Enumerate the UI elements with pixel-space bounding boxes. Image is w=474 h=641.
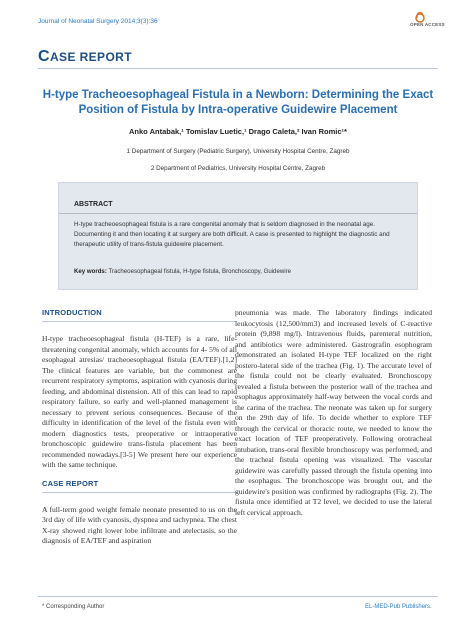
keywords-text: Tracheoesophageal fistula, H-type fistula, Bronchoscopy, Guidewire: [106, 268, 292, 275]
article-title: [40, 88, 436, 118]
introduction-heading: INTRODUCTION: [42, 308, 237, 322]
case-report-text: A full-term good weight female neonate presented to us on the 3rd day of life with cyanosis, dyspnea and tachypnea. The chest X-ray showed right lower lobe infiltrate and atelectasis, so the diagnosis of EA/TEF and aspiration: [42, 504, 237, 545]
abstract-heading: ABSTRACT: [74, 201, 113, 208]
abstract-divider: [59, 213, 417, 214]
article-title-line2: Position of Fistula by Intra-operative Guidewire Placement: [78, 104, 398, 116]
header-divider: [38, 68, 438, 69]
section-type-rest: ASE REPORT: [49, 50, 132, 64]
abstract-text: H-type tracheoesophageal fistula is a rare congenital anomaly that is seldom diagnosed in the neonatal age. Documenting it and then locating it at surgery are both difficult. A case is presented to highlight the diagnostic and therapeutic utility of trans-fistula guidewire placement.: [74, 221, 390, 248]
publisher-name: EL-MED-Pub Publishers.: [365, 604, 432, 610]
article-title-line1: H-type Tracheoesophageal Fistula in a Newborn: Determining the Exact: [42, 89, 434, 101]
introduction-text: H-type tracheoesophageal fistula (H-TEF) is a rare, life-threatening congenital anomaly, which accounts for 4- 5% of all esophageal atresias/ tracheoesophageal fistula (EA/TEF).[1,2] The clinical features are variable, but the commonest are recurrent respiratory symptoms, aspiration with cyanosis during feeding, and abdominal distension. All of this can lead to rapid respiratory failure, so early and well-planned management is necessary to prevent serious consequences. Because of the difficulty in identification of the level of the fistula even with modern diagnostics tests, preoperative or intraoperative bronchoscopic guidewire trans-fistula placement has been recommended nowadays.[3-5] We present here our experience with the same technique.: [42, 334, 237, 469]
author-list: Anko Antabak,¹ Tomislav Luetic,¹ Drago Caleta,² Ivan Romic¹*: [129, 127, 347, 136]
journal-citation: Journal of Neonatal Surgery 2014;3(3):36: [38, 18, 158, 25]
affiliation-1: 1 Department of Surgery (Pediatric Surgery), University Hospital Centre, Zagreb: [126, 148, 350, 155]
left-column: [42, 308, 237, 547]
right-column: [235, 308, 432, 518]
case-report-heading: CASE REPORT: [42, 479, 237, 493]
section-type-heading: [38, 48, 132, 66]
corresponding-author-note: * Corresponding Author: [42, 604, 105, 610]
case-report-continued-text: pneumonia was made. The laboratory findings indicated leukocytosis (12,500/mm3) and increased levels of C-reactive protein (9,898 mg/l). Intravenous fluids, parenteral nutrition, and antibiotics were administered. Gastrografin esophogram demonstrated an isolated H-type TEF localized on the right postero-lateral side of the trachea (Fig. 1). The accurate level of the fistula could not be clearly evaluated. Bronchoscopy revealed a fistula between the posterior wall of the trachea and esophagus approximately half-way between the vocal cords and the carina of the trachea. The neonate was taken up for surgery on the 29th day of life. To decide whether to explore TEF through the cervical or thoracic route, we needed to know the exact location of TEF preoperatively. Following orotracheal intubation, trans-oral flexible bronchoscopy was performed, and the tracheal fistula opening was visualized. The vascular guidewire was carefully passed through the fistula opening into the esophagus. The bronchoscope was brought out, and the guidewire's position was confirmed by radiographs (Fig. 2). The fistula once identified at T2 level, we decided to use the lateral left cervical approach.: [235, 308, 432, 517]
keywords-line: [74, 268, 409, 275]
section-type-initial: C: [38, 48, 50, 65]
affiliation-2: 2 Department of Pediatrics, University Hospital Centre, Zagreb: [150, 165, 326, 172]
abstract-box: [58, 182, 418, 290]
footer-divider: [38, 596, 438, 597]
keywords-label: Key words:: [74, 268, 107, 275]
open-access-label: OPEN ACCESS: [410, 22, 445, 27]
